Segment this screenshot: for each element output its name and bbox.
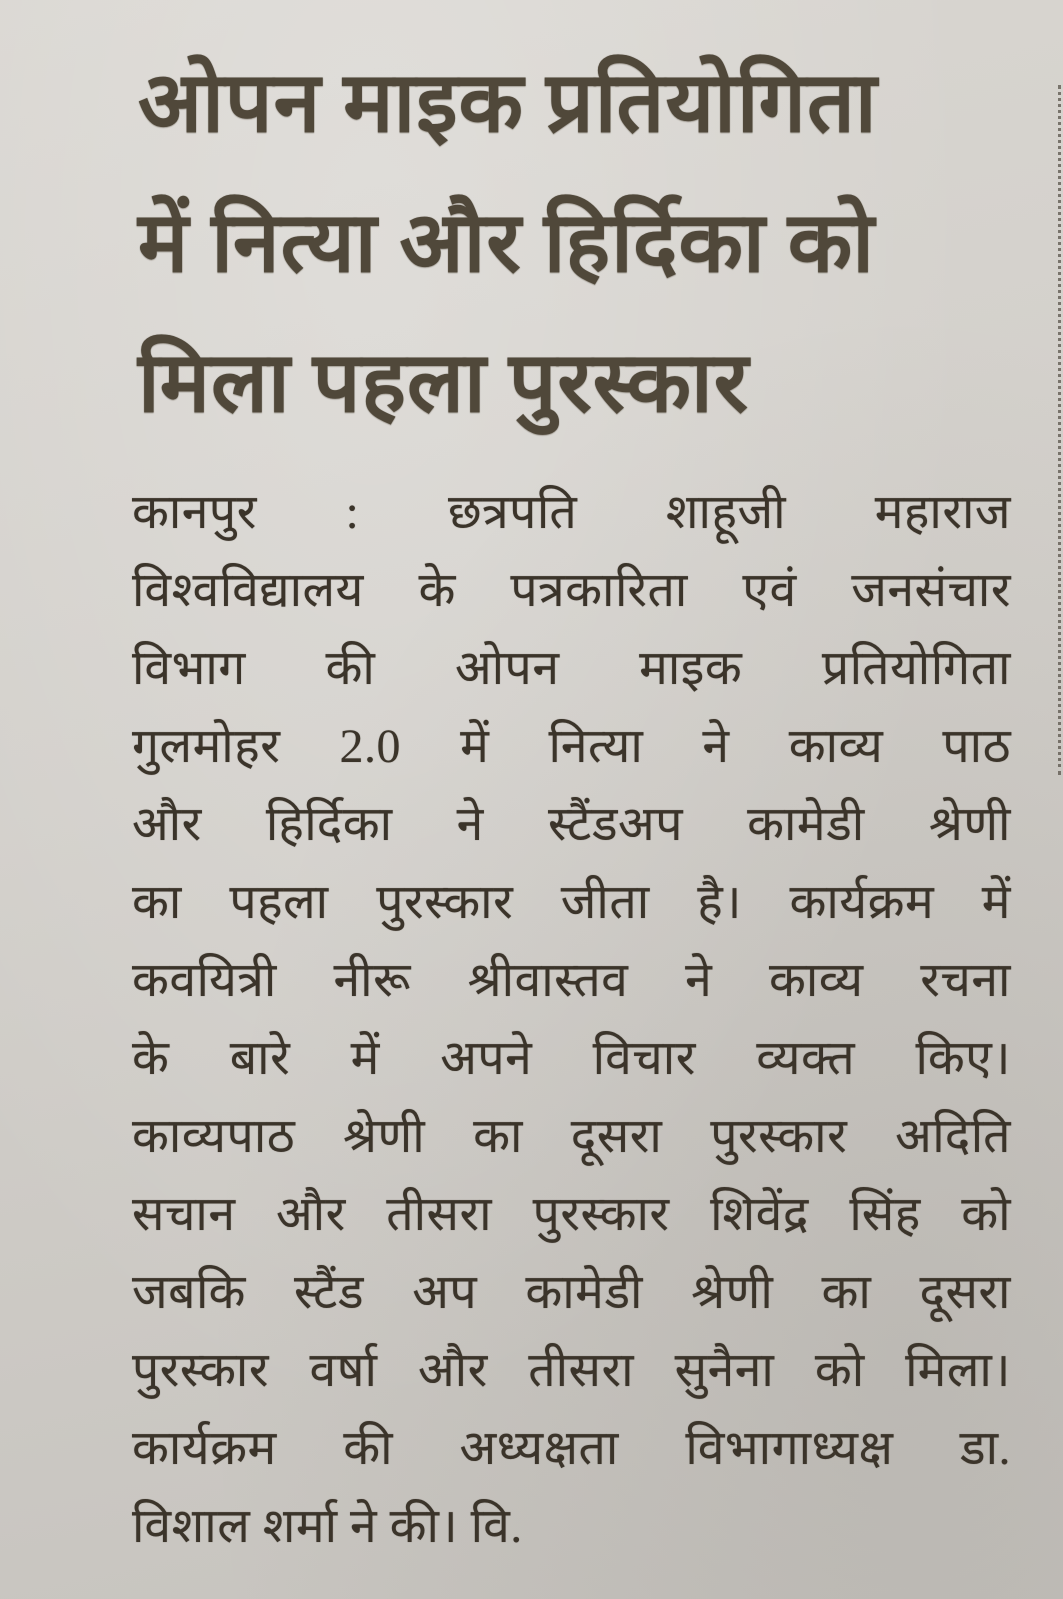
article-body: [0, 474, 1063, 1566]
headline-line-2: में नित्या और हिर्दिका को: [138, 197, 875, 290]
body-text-line: सचान और तीसरा पुरस्कार शिवेंद्र सिंह को: [132, 1188, 1011, 1241]
body-text-line: पुरस्कार वर्षा और तीसरा सुनैना को मिला।: [132, 1344, 1011, 1397]
body-text-line: जबकि स्टैंड अप कामेडी श्रेणी का दूसरा: [132, 1266, 1011, 1319]
body-text-line: और हिर्दिका ने स्टैंडअप कामेडी श्रेणी: [132, 798, 1011, 851]
column-rule-divider: [1058, 85, 1061, 775]
body-text-line: गुलमोहर 2.0 में नित्या ने काव्य पाठ: [132, 720, 1011, 773]
body-text-line: के बारे में अपने विचार व्यक्त किए।: [132, 1032, 1011, 1085]
article-headline: [0, 0, 1063, 454]
body-text-line: कानपुर : छत्रपति शाहूजी महाराज: [132, 486, 1011, 539]
body-text-line: कवयित्री नीरू श्रीवास्तव ने काव्य रचना: [132, 954, 1011, 1007]
headline-line-3: मिला पहला पुरस्कार: [138, 337, 750, 430]
body-text-line: विभाग की ओपन माइक प्रतियोगिता: [132, 642, 1011, 695]
headline-line-1: ओपन माइक प्रतियोगिता: [138, 57, 878, 150]
body-text-line: विश्वविद्यालय के पत्रकारिता एवं जनसंचार: [132, 564, 1011, 617]
body-text-line: विशाल शर्मा ने की। वि.: [132, 1500, 523, 1553]
body-text-line: कार्यक्रम की अध्यक्षता विभागाध्यक्ष डा.: [132, 1422, 1011, 1475]
body-text-line: काव्यपाठ श्रेणी का दूसरा पुरस्कार अदिति: [132, 1110, 1011, 1163]
body-text-line: का पहला पुरस्कार जीता है। कार्यक्रम में: [132, 876, 1011, 929]
